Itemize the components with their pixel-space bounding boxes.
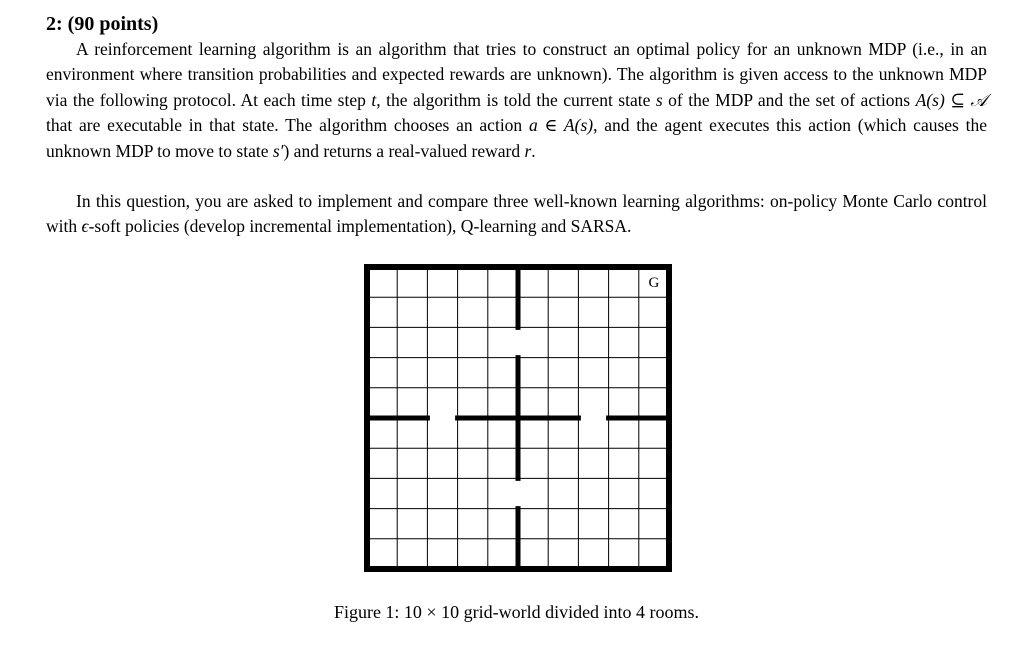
math-reward: r — [524, 140, 532, 161]
math-next-state: s′ — [272, 140, 284, 161]
doorway — [579, 389, 607, 447]
figure-caption: Figure 1: 10 × 10 grid-world divided into 4 rooms. — [333, 602, 700, 622]
doorway — [489, 479, 547, 507]
doorway — [428, 389, 456, 447]
grid-world — [361, 261, 672, 572]
goal-cell-label: G — [648, 275, 660, 292]
math-epsilon: ϵ — [81, 216, 89, 237]
math-action: a ∈ A(s) — [528, 115, 594, 136]
math-t: t — [371, 89, 377, 110]
room-walls — [367, 267, 669, 569]
task-paragraph: In this question, you are asked to implement and compare three well-known learning algorithms: on-policy Monte Carlo control with ϵ-soft policies (develop incremental implementation), Q-learning and SARSA. — [46, 191, 987, 237]
four-rooms-figure — [361, 261, 672, 572]
doorway — [489, 328, 547, 356]
question-heading: 2: (90 points) — [46, 13, 159, 35]
math-s: s — [655, 89, 663, 110]
math-action-set: A(s) ⊆ 𝒜 — [915, 89, 987, 110]
intro-paragraph: A reinforcement learning algorithm is an algorithm that tries to construct an optimal policy for an unknown MDP (i.e., in an environment where transition probabilities and expected rewards are unknown). The algorithm is given access to the unknown MDP via the following protocol. At each time step t, the algorithm is told the current state s of the MDP and the set of actions A(s) ⊆ 𝒜 that are executable in that state. The algorithm chooses an action a ∈ A(s), and the agent executes this action (which causes the unknown MDP to move to state s′) and returns a real-valued reward r. — [46, 39, 988, 161]
